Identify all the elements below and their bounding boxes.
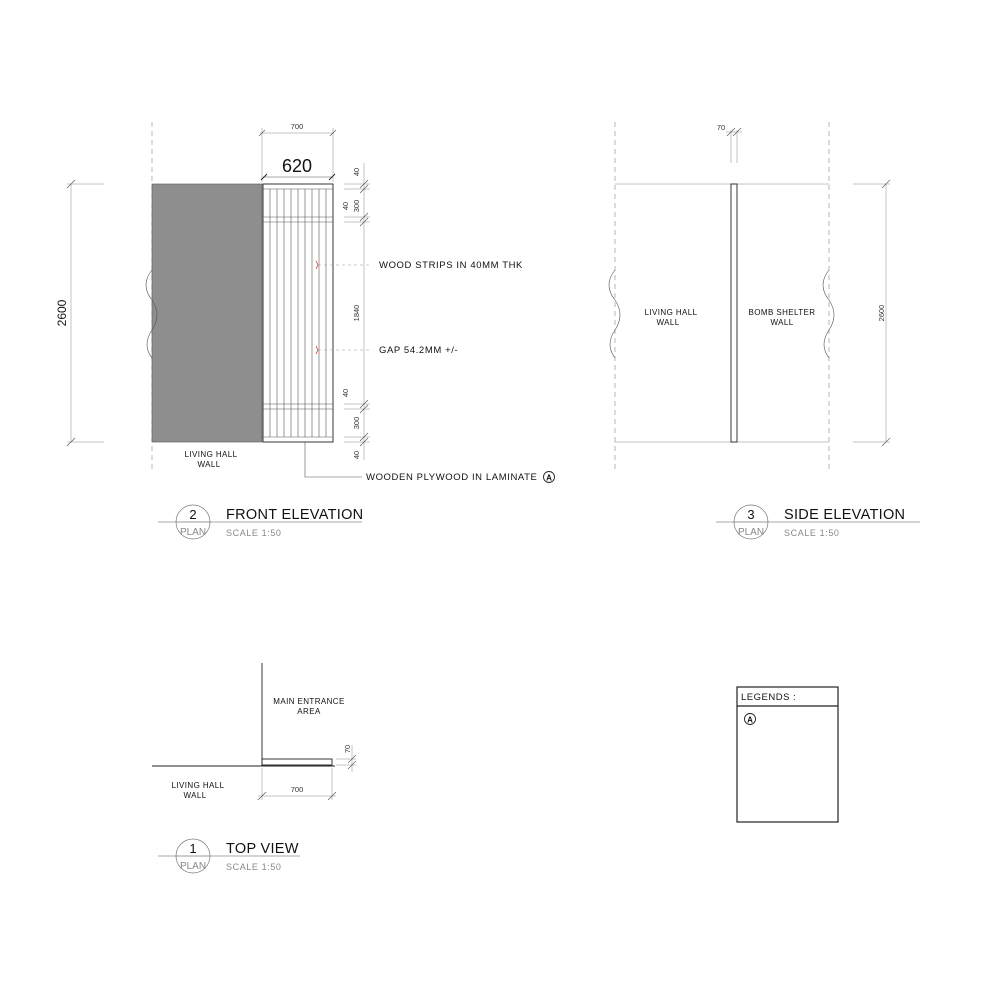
side-label-left-2: WALL bbox=[656, 318, 680, 327]
top-view-plan: PLAN bbox=[179, 861, 207, 872]
front-elevation-drawing bbox=[55, 122, 555, 483]
note-gap: GAP 54.2MM +/- bbox=[379, 345, 459, 356]
dim-overall-width: 700 bbox=[290, 122, 304, 131]
dim-rail-bot: 40 bbox=[352, 450, 361, 460]
dim-band-bot-b: 300 bbox=[352, 416, 361, 430]
top-view-title bbox=[158, 839, 300, 873]
living-hall-wall-hatch bbox=[152, 184, 262, 442]
legend-header: LEGENDS : bbox=[741, 692, 797, 703]
top-dim-width: 700 bbox=[290, 785, 304, 794]
dim-strips: 1840 bbox=[352, 304, 361, 322]
side-elevation-number: 3 bbox=[747, 507, 755, 522]
note-wood-strips: WOOD STRIPS IN 40MM THK bbox=[379, 260, 523, 271]
side-elevation-drawing bbox=[609, 122, 890, 470]
legend-box bbox=[737, 687, 838, 822]
dim-band-top-b: 300 bbox=[352, 199, 361, 213]
dim-rail-top: 40 bbox=[352, 167, 361, 177]
dim-band-top-a: 40 bbox=[341, 201, 350, 211]
side-elevation-title bbox=[716, 505, 920, 539]
side-elevation-scale: SCALE 1:50 bbox=[784, 528, 840, 538]
side-elevation-plan: PLAN bbox=[737, 527, 765, 538]
wood-strips bbox=[270, 189, 326, 437]
top-view-scale: SCALE 1:50 bbox=[226, 862, 282, 872]
panel-section bbox=[731, 184, 737, 442]
dim-band-bot-a: 40 bbox=[341, 388, 350, 398]
front-elevation-number: 2 bbox=[189, 507, 197, 522]
side-label-right-1: BOMB SHELTER bbox=[748, 308, 816, 317]
top-area-label-1: MAIN ENTRANCE bbox=[273, 697, 345, 706]
note-plywood: WOODEN PLYWOOD IN LAMINATE bbox=[366, 472, 538, 483]
top-view-number: 1 bbox=[189, 841, 197, 856]
laminate-tag: A bbox=[546, 473, 552, 483]
dim-panel-width: 620 bbox=[281, 156, 313, 176]
front-elevation-heading: FRONT ELEVATION bbox=[226, 507, 364, 523]
side-elevation-heading: SIDE ELEVATION bbox=[784, 507, 906, 523]
top-area-label-2: AREA bbox=[297, 707, 321, 716]
side-label-left-1: LIVING HALL bbox=[644, 308, 698, 317]
front-elevation-title bbox=[158, 505, 363, 539]
top-wall-label-2: WALL bbox=[183, 791, 207, 800]
top-dim-thickness: 70 bbox=[343, 744, 352, 754]
side-dim-height: 2600 bbox=[877, 304, 886, 322]
side-label-right-2: WALL bbox=[770, 318, 794, 327]
top-view-drawing bbox=[152, 663, 356, 800]
front-elevation-plan: PLAN bbox=[179, 527, 207, 538]
label-living-hall-2: WALL bbox=[197, 460, 221, 469]
label-living-hall-1: LIVING HALL bbox=[184, 450, 238, 459]
side-dim-thickness: 70 bbox=[716, 123, 726, 132]
top-wall-label-1: LIVING HALL bbox=[171, 781, 225, 790]
dim-height: 2600 bbox=[55, 299, 69, 327]
legend-tag: A bbox=[747, 715, 753, 725]
panel-plan bbox=[262, 759, 332, 765]
top-view-heading: TOP VIEW bbox=[226, 841, 299, 857]
front-elevation-scale: SCALE 1:50 bbox=[226, 528, 282, 538]
